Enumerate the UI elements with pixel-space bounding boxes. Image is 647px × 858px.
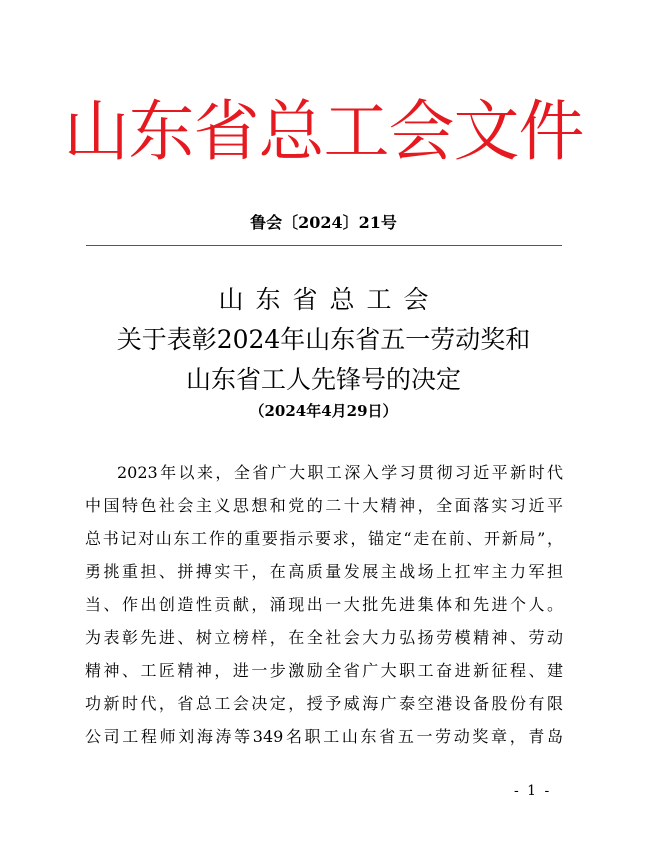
body-line: 勇挑重担、拼搏实干，在高质量发展主战场上扛牢主力军担 bbox=[85, 562, 563, 581]
body-line: 当、作出创造性贡献，涌现出一大批先进集体和先进个人。 bbox=[85, 595, 563, 614]
body-line: 精神、工匠精神，进一步激励全省广大职工奋进新征程、建 bbox=[85, 661, 563, 680]
document-header-title: 山东省总工会文件 bbox=[63, 93, 584, 170]
body-line: 公司工程师刘海涛等349名职工山东省五一劳动奖章，青岛 bbox=[85, 727, 563, 746]
document-number: 鲁会〔2024〕21号 bbox=[250, 213, 397, 232]
body-line: 为表彰先进、树立榜样，在全社会大力弘扬劳模精神、劳动 bbox=[85, 628, 563, 647]
body-line: 总书记对山东工作的重要指示要求，锚定“走在前、开新局”， bbox=[85, 529, 563, 548]
body-line: 中国特色社会主义思想和党的二十大精神，全面落实习近平 bbox=[85, 496, 563, 515]
decision-date: （2024年4月29日） bbox=[249, 402, 398, 420]
body-line: 2023年以来，全省广大职工深入学习贯彻习近平新时代 bbox=[117, 463, 563, 482]
body-line: 功新时代，省总工会决定，授予威海广泰空港设备股份有限 bbox=[85, 694, 563, 713]
title-issuer: 山东省总工会 bbox=[218, 285, 441, 314]
page-number: - 1 - bbox=[514, 783, 552, 799]
title-line-3: 山东省工人先锋号的决定 bbox=[185, 365, 461, 394]
title-line-2: 关于表彰2024年山东省五一劳动奖和 bbox=[116, 325, 531, 354]
red-divider-line bbox=[86, 245, 562, 246]
